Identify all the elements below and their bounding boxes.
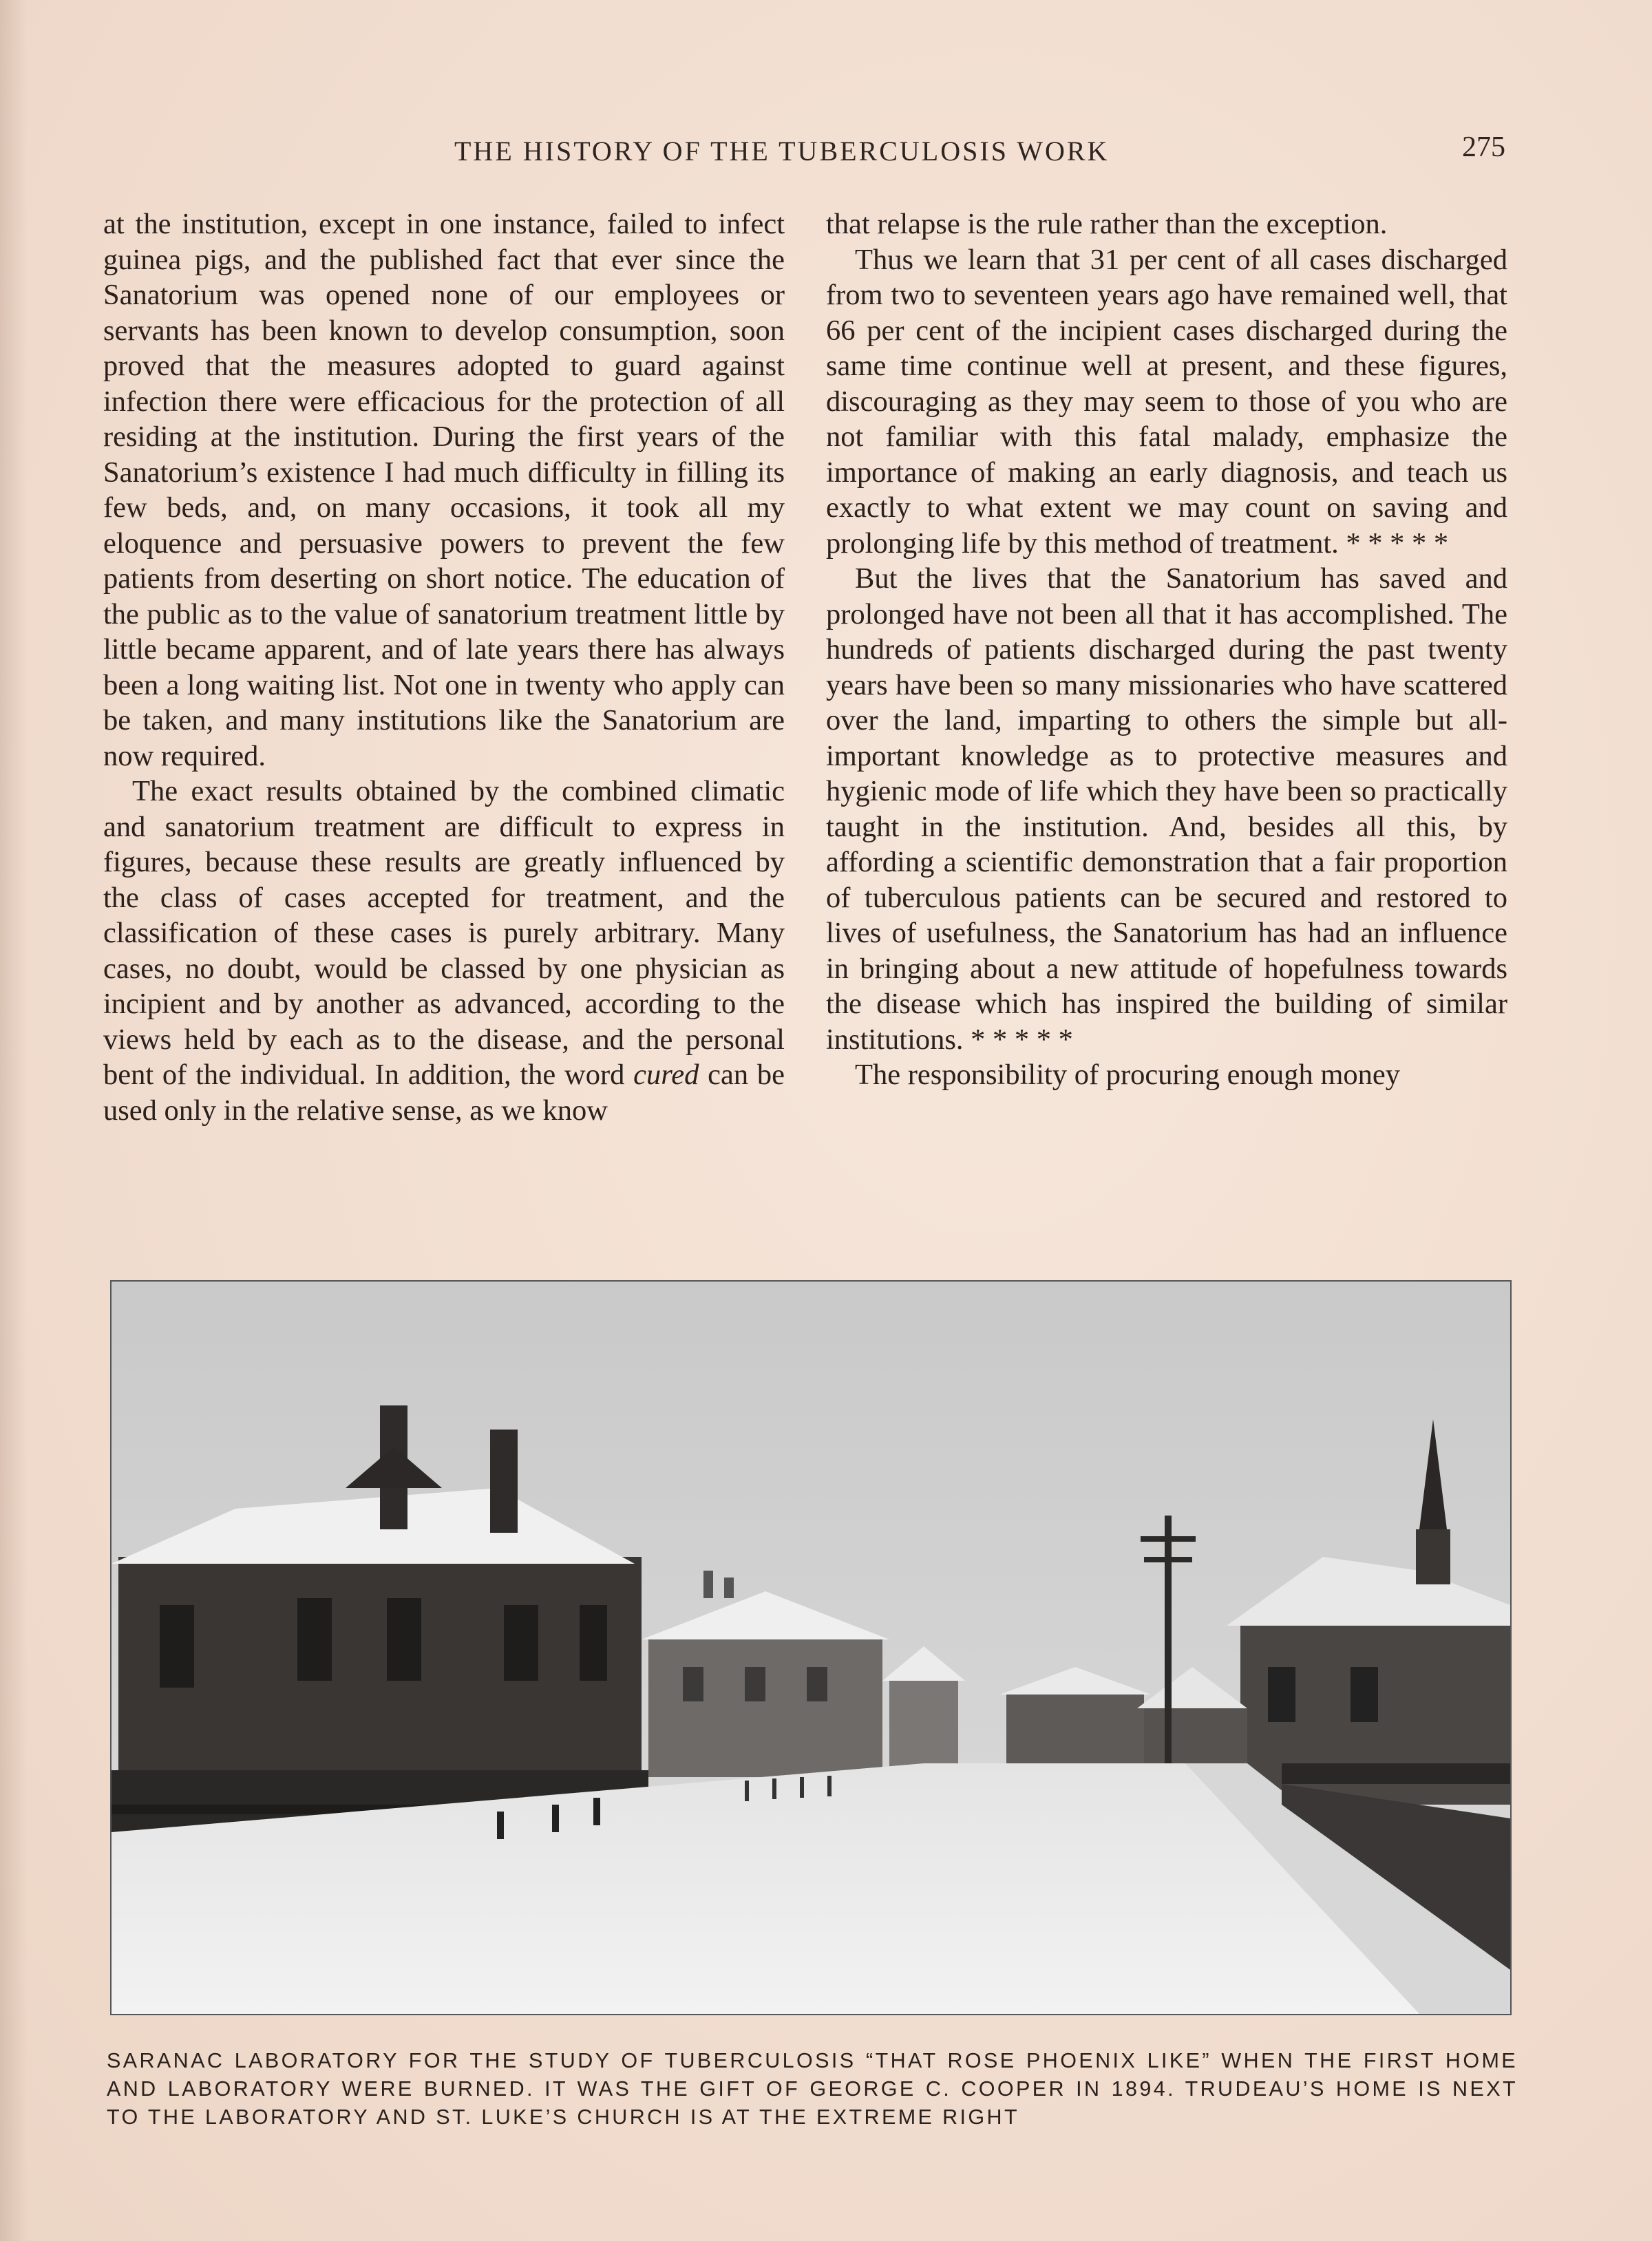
right-paragraph-1: that relapse is the rule rather than the exception. xyxy=(826,208,1388,240)
right-column xyxy=(826,206,1507,1093)
left-paragraph-2 xyxy=(103,774,785,1128)
spine-shadow xyxy=(0,0,28,2241)
left-paragraph-2-text-b: can be used only in the relative sense, as we know xyxy=(103,1059,785,1127)
left-column xyxy=(103,206,785,1128)
page-number: 275 xyxy=(1462,131,1505,163)
running-title: THE HISTORY OF THE TUBERCULOSIS WORK xyxy=(454,136,1110,167)
figure-caption: SARANAC LABORATORY FOR THE STUDY OF TUBERCULOSIS “THAT ROSE PHOENIX LIKE” WHEN THE FIRST HOME AND LABORATORY WERE BURNED. IT WAS THE GIFT OF GEORGE C. COOPER IN 1894. TRUDEAU’S HOME IS NEXT TO THE LABORATORY AND ST. LUKE’S CHURCH IS AT THE EXTREME RIGHT xyxy=(107,2049,1518,2129)
right-paragraph-3: But the lives that the Sanatorium has saved and prolonged have not been all that it has accomplished. The hundreds of patients discharged during the past twenty years have been so many missionaries who have scattered over the land, imparting to others the simple but all-important knowledge as to protective measures and hygienic mode of life which they have been so practically taught in the institution. And, besides all this, by affording a scientific demonstration that a fair proportion of tuberculous patients can be secured and restored to lives of usefulness, the Sanatorium has had an influence in bringing about a new attitude of hopefulness towards the disease which has inspired the building of similar institutions. * * * * * xyxy=(826,562,1507,1056)
right-paragraph-2: Thus we learn that 31 per cent of all cases discharged from two to seventeen years ago have remained well, that 66 per cent of the incipient cases discharged during the same time continue well at present, and these figures, discouraging as they may seem to those of you who are not familiar with this fatal malady, emphasize the importance of making an early diagnosis, and teach us exactly to what extent we may count on saving and prolonging life by this method of treatment. * * * * * xyxy=(826,243,1507,560)
left-paragraph-1: at the institution, except in one instance, failed to infect guinea pigs, and the published fact that ever since the Sanatorium was opened none of our employees or servants has been known to develop consumption, soon proved that the measures adopted to guard against infection there were efficacious for the protection of all residing at the institution. During the first years of the Sanatorium’s existence I had much difficulty in filling its few beds, and, on many occasions, it took all my eloquence and persuasive powers to prevent the few patients from deserting on short notice. The education of the public as to the value of sanatorium treatment little by little became apparent, and of late years there has always been a long waiting list. Not one in twenty who apply can be taken, and many institutions like the Sanatorium are now required. xyxy=(103,208,785,772)
snowy-street-photograph xyxy=(110,1280,1512,2015)
italic-word-cured: cured xyxy=(633,1059,699,1091)
photo-illustration xyxy=(112,1282,1510,2014)
left-paragraph-2-text-a: The exact results obtained by the combined climatic and sanatorium treatment are difficult to express in figures, because these results are greatly influenced by the class of cases accepted for treatment, and the classification of these cases is purely arbitrary. Many cases, no doubt, would be classed by one physician as incipient and by another as advanced, according to the views held by each as to the disease, and the personal bent of the individual. In addition, the word xyxy=(103,775,785,1091)
right-paragraph-4: The responsibility of procuring enough money xyxy=(855,1059,1400,1091)
